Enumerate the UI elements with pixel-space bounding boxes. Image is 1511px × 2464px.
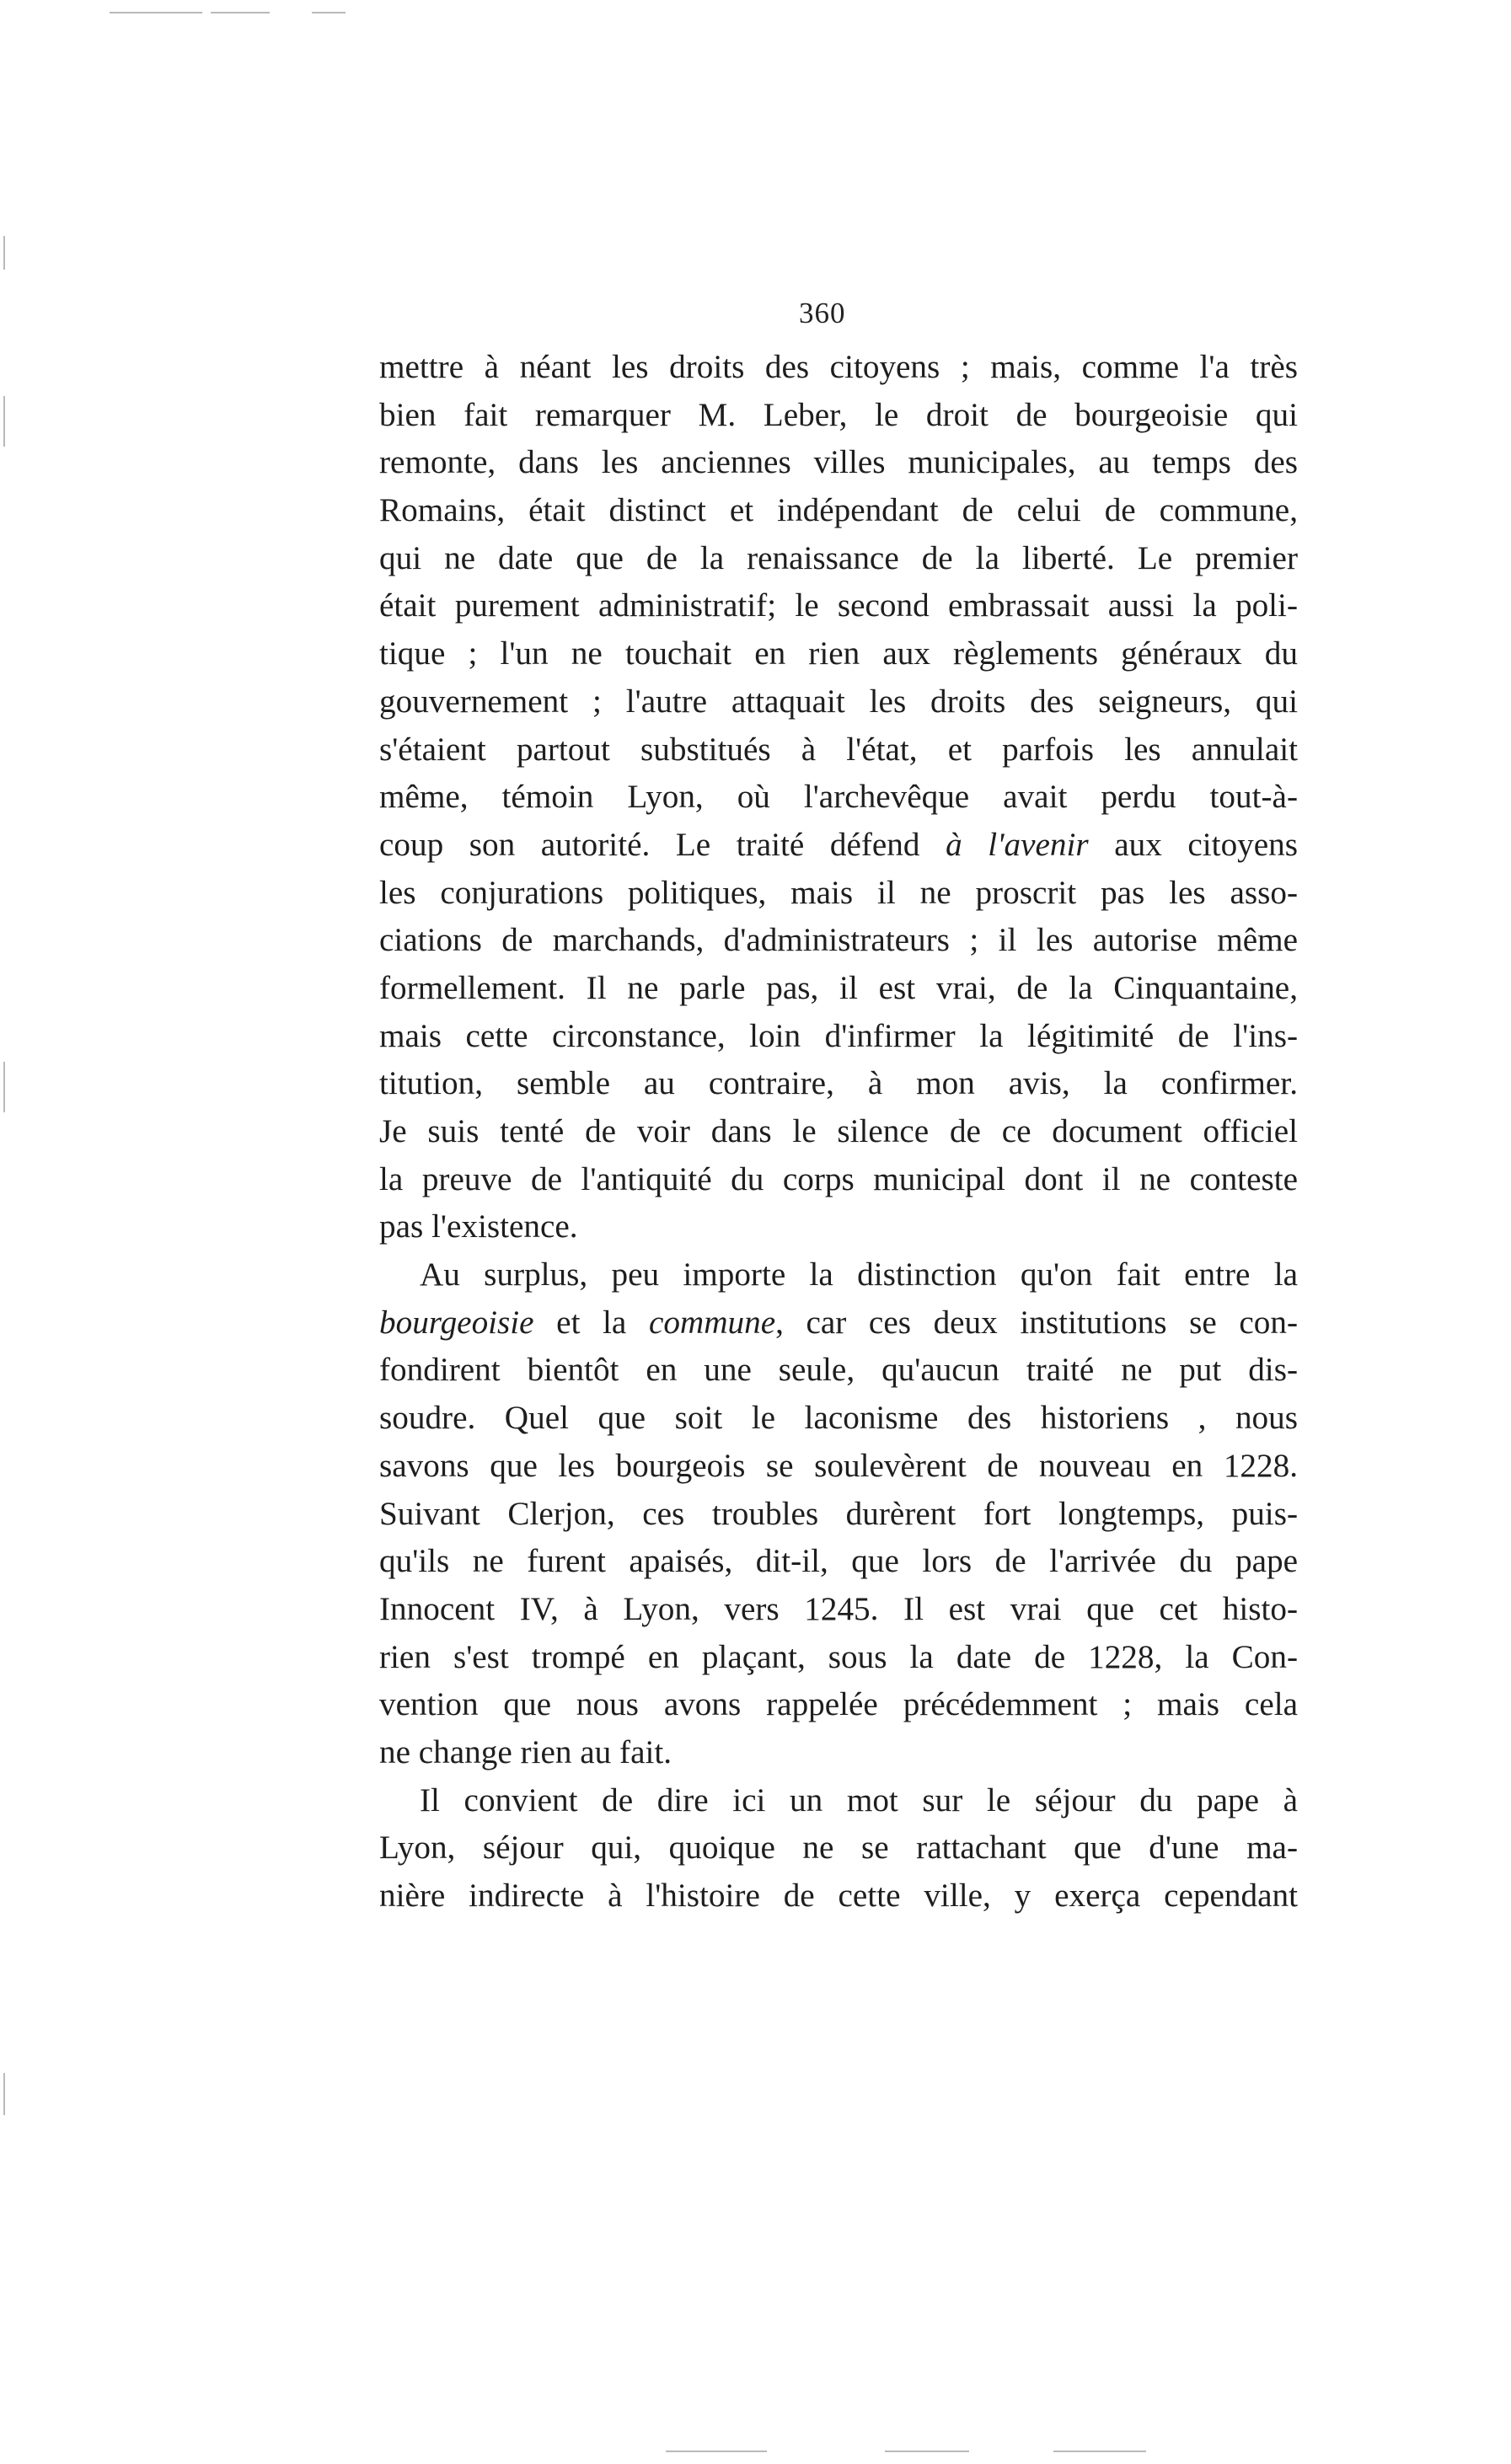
text-line: formellement. Il ne parle pas, il est vrai, de la Cinquantaine, — [379, 969, 1298, 1006]
text-line: nière indirecte à l'histoire de cette ville, y exerça cependant — [379, 1877, 1298, 1914]
text-line: Innocent IV, à Lyon, vers 1245. Il est vrai que cet histo- — [379, 1590, 1298, 1627]
text-line: Je suis tenté de voir dans le silence de ce document officiel — [379, 1113, 1298, 1149]
paragraph-start-line: Il convient de dire ici un mot sur le séjour du pape à — [420, 1781, 1298, 1819]
text-line: Suivant Clerjon, ces troubles durèrent fort longtemps, puis- — [379, 1495, 1298, 1532]
text-line: Romains, était distinct et indépendant de celui de commune, — [379, 492, 1298, 529]
text-line: vention que nous avons rappelée précédemment ; mais cela — [379, 1686, 1298, 1723]
text-line: titution, semble au contraire, à mon avis, la confirmer. — [379, 1065, 1298, 1102]
text-line: les conjurations politiques, mais il ne proscrit pas les asso- — [379, 874, 1298, 911]
text-run: et la — [533, 1304, 649, 1341]
text-line: remonte, dans les anciennes villes municipales, au temps des — [379, 444, 1298, 481]
text-line: ciations de marchands, d'administrateurs ; il les autorise même — [379, 922, 1298, 959]
text-line: mettre à néant les droits des citoyens ; mais, comme l'a très — [379, 349, 1298, 385]
scan-artifact-bottom-2 — [885, 2451, 969, 2452]
text-line: tique ; l'un ne touchait en rien aux règlements généraux du — [379, 635, 1298, 672]
text-line: soudre. Quel que soit le laconisme des historiens , nous — [379, 1400, 1298, 1437]
scan-artifact-bottom-3 — [1053, 2451, 1146, 2452]
text-line: qu'ils ne furent apaisés, dit-il, que lors de l'arrivée du pape — [379, 1543, 1298, 1580]
scan-artifact-top-1 — [110, 12, 202, 13]
scan-artifact-left-1 — [3, 236, 5, 270]
text-line: mais cette circonstance, loin d'infirmer la légitimité de l'ins- — [379, 1017, 1298, 1054]
text-line: la preuve de l'antiquité du corps municipal dont il ne conteste — [379, 1160, 1298, 1197]
page-number: 360 — [799, 297, 846, 329]
text-line: s'étaient partout substitués à l'état, et parfois les annulait — [379, 731, 1298, 768]
scan-artifact-bottom-1 — [666, 2451, 767, 2452]
italic-phrase: commune — [648, 1304, 776, 1341]
italic-phrase: bourgeoisie — [379, 1304, 534, 1341]
text-line: qui ne date que de la renaissance de la liberté. Le premier — [379, 539, 1298, 576]
text-run: , car ces deux institutions se con- — [775, 1304, 1299, 1341]
text-line: Lyon, séjour qui, quoique ne se rattachant que d'une ma- — [379, 1829, 1298, 1867]
text-run: aux citoyens — [1088, 826, 1298, 863]
text-line: gouvernement ; l'autre attaquait les droits des seigneurs, qui — [379, 683, 1298, 720]
text-line: pas l'existence. — [379, 1208, 578, 1245]
text-line: ne change rien au fait. — [379, 1733, 672, 1770]
scan-artifact-top-2 — [211, 12, 270, 13]
scan-artifact-top-3 — [312, 12, 346, 13]
text-line: savons que les bourgeois se soulevèrent de nouveau en 1228. — [379, 1447, 1298, 1484]
text-line — [379, 1299, 1298, 1347]
text-line: fondirent bientôt en une seule, qu'aucun traité ne put dis- — [379, 1352, 1298, 1389]
text-line: bien fait remarquer M. Leber, le droit de bourgeoisie qui — [379, 396, 1298, 433]
text-run: coup son autorité. Le traité défend — [379, 826, 946, 863]
paragraph-start-line: Au surplus, peu importe la distinction qu'on fait entre la — [420, 1256, 1298, 1294]
italic-phrase: à l'avenir — [946, 826, 1089, 863]
text-line: rien s'est trompé en plaçant, sous la date de 1228, la Con- — [379, 1638, 1298, 1675]
scan-artifact-left-2 — [3, 396, 5, 447]
scan-artifact-left-4 — [3, 2073, 5, 2115]
text-line — [379, 822, 1298, 870]
text-line: même, témoin Lyon, où l'archevêque avait perdu tout-à- — [379, 779, 1298, 816]
body-text — [379, 344, 1298, 1920]
scan-artifact-left-3 — [3, 1062, 5, 1112]
text-line: était purement administratif; le second embrassait aussi la poli- — [379, 587, 1298, 624]
